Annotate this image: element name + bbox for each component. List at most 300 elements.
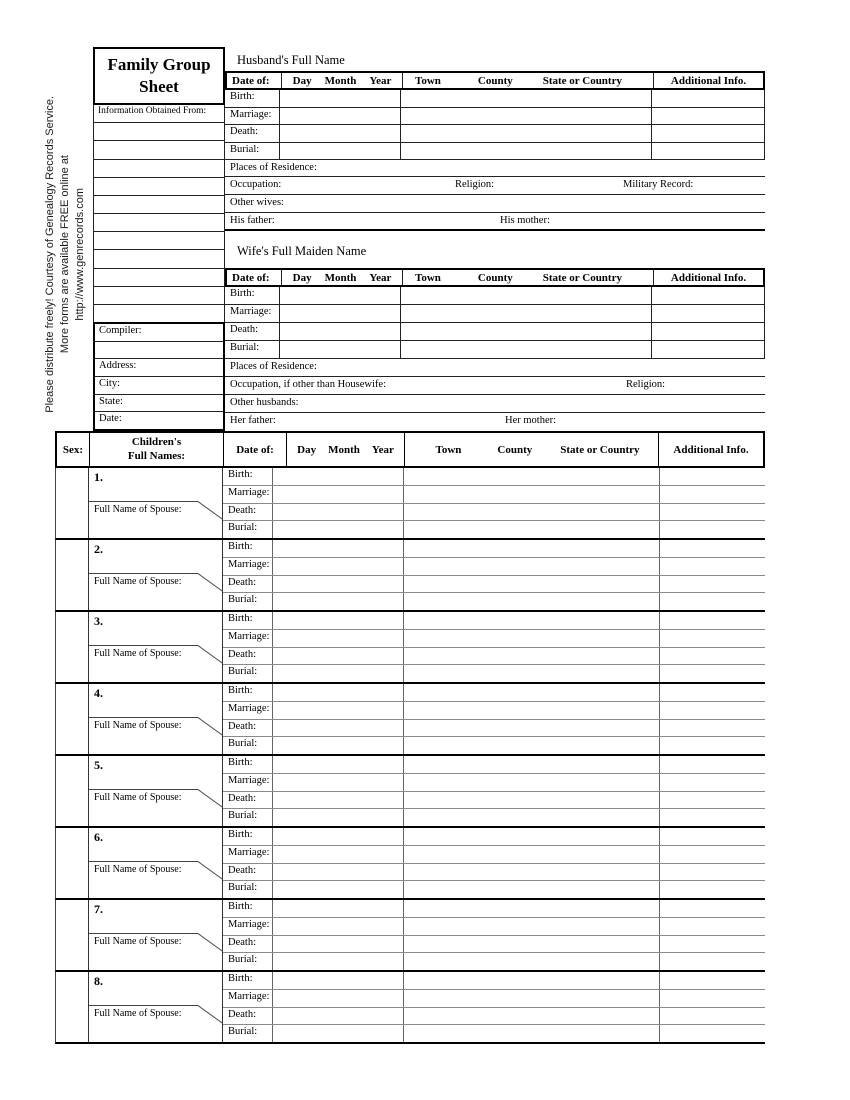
child-death-place-field[interactable] [404,576,660,593]
wife-death-additional-field[interactable] [652,323,765,340]
spouse-name-label: Full Name of Spouse: [94,1008,182,1019]
child-death-row [223,648,765,666]
child-sex-field[interactable] [56,900,89,970]
spouse-divider-diagonal [197,645,223,664]
child-death-date-field[interactable] [273,504,404,521]
child-birth-row [223,540,765,558]
spouse-divider-diagonal [197,933,223,952]
child-death-place-field[interactable] [404,504,660,521]
address-field[interactable] [95,359,223,377]
husband-parents-row[interactable] [225,213,765,231]
compiler-blank-line[interactable] [95,342,223,360]
child-marriage-additional-field[interactable] [660,702,765,719]
child-birth-date-field[interactable] [273,684,404,701]
child-birth-additional-field[interactable] [660,828,765,845]
child-marriage-date-field[interactable] [273,558,404,575]
spouse-divider-diagonal [197,717,223,736]
child-birth-place-field[interactable] [404,756,660,773]
sidebar-credit [38,84,92,424]
spouse-divider-diagonal [197,501,223,520]
child-marriage-date-field[interactable] [273,774,404,791]
wife-marriage-place-field[interactable] [401,305,652,322]
wife-burial-row [225,341,765,359]
marriage-label: Marriage: [223,702,273,719]
wife-parents-row[interactable] [225,413,765,431]
child-burial-place-field[interactable] [404,809,660,826]
wife-marriage-additional-field[interactable] [652,305,765,322]
child-marriage-additional-field[interactable] [660,918,765,935]
date-label: Date: [99,413,122,425]
child-birth-date-field[interactable] [273,540,404,557]
column-header-day-month-year [287,433,405,466]
child-death-place-field[interactable] [404,720,660,737]
child-birth-place-field[interactable] [404,540,660,557]
child-death-additional-field[interactable] [660,936,765,953]
wife-name-field[interactable] [366,244,765,262]
birth-label: Birth: [225,287,280,304]
child-entry [55,540,765,612]
wife-burial-additional-field[interactable] [652,341,765,358]
spouse-name-label: Full Name of Spouse: [94,576,182,587]
child-death-date-field[interactable] [273,792,404,809]
birth-label: Birth: [223,756,273,773]
child-birth-date-field[interactable] [273,612,404,629]
day-label: Day [292,74,312,87]
husband-marriage-date-field[interactable] [280,108,401,125]
year-label: Year [369,74,392,87]
husband-birth-date-field[interactable] [280,90,401,107]
death-label: Death: [223,720,273,737]
marriage-label: Marriage: [223,774,273,791]
wife-birth-additional-field[interactable] [652,287,765,304]
child-birth-place-field[interactable] [404,828,660,845]
child-sex-field[interactable] [56,612,89,682]
city-field[interactable] [95,377,223,395]
death-label: Death: [225,125,280,142]
state-or-country-label: State or Country [560,443,640,456]
column-header-additional-info: Additional Info. [670,74,747,87]
child-burial-place-field[interactable] [404,953,660,970]
info-source-blank-line[interactable] [94,123,224,141]
info-source-blank-line[interactable] [94,160,224,178]
spouse-divider-line [89,861,198,862]
child-burial-row [223,593,765,610]
her-mother-label: Her mother: [505,415,557,426]
child-sex-field[interactable] [56,756,89,826]
wife-date-rows [225,287,765,359]
child-birth-row [223,684,765,702]
credit-line-2: More forms are available FREE online at [59,154,71,354]
town-label: Town [415,74,441,87]
death-label: Death: [223,936,273,953]
child-burial-additional-field[interactable] [660,953,765,970]
wife-burial-place-field[interactable] [401,341,652,358]
child-birth-row [223,972,765,990]
child-birth-place-field[interactable] [404,900,660,917]
info-obtained-label: Information Obtained From: [98,106,207,116]
child-death-date-field[interactable] [273,720,404,737]
places-of-residence-label: Places of Residence: [230,361,317,372]
death-label: Death: [223,648,273,665]
wife-table-header [225,268,765,287]
husband-section-title [225,50,765,71]
child-entry [55,684,765,756]
child-number: 2. [94,542,103,556]
child-death-additional-field[interactable] [660,1008,765,1025]
child-marriage-additional-field[interactable] [660,774,765,791]
spouse-divider-line [89,717,198,718]
county-label: County [477,74,513,87]
child-burial-place-field[interactable] [404,737,660,754]
child-birth-additional-field[interactable] [660,684,765,701]
marriage-label: Marriage: [223,918,273,935]
religion-label: Religion: [455,179,495,190]
child-burial-place-field[interactable] [404,1025,660,1042]
his-father-label: His father: [230,215,275,226]
child-death-place-field[interactable] [404,648,660,665]
burial-label: Burial: [225,341,280,358]
spouse-divider-line [89,645,198,646]
husband-burial-date-field[interactable] [280,143,401,160]
child-burial-date-field[interactable] [273,593,404,610]
child-marriage-date-field[interactable] [273,486,404,503]
birth-label: Birth: [223,612,273,629]
religion-label: Religion: [626,379,666,390]
child-name-field[interactable] [89,684,223,754]
info-source-blank-line[interactable] [94,214,224,232]
child-marriage-place-field[interactable] [404,486,660,503]
column-header-place [403,73,654,88]
credit-url: http://www.genrecords.com [74,187,86,321]
child-marriage-date-field[interactable] [273,630,404,647]
child-name-field[interactable] [89,540,223,610]
child-birth-place-field[interactable] [404,612,660,629]
husband-death-date-field[interactable] [280,125,401,142]
child-name-field[interactable] [89,612,223,682]
child-marriage-place-field[interactable] [404,702,660,719]
death-label: Death: [223,576,273,593]
other-husbands-label: Other husbands: [230,397,299,408]
child-death-date-field[interactable] [273,648,404,665]
address-label: Address: [99,360,137,372]
husband-marriage-additional-field[interactable] [652,108,765,125]
child-burial-date-field[interactable] [273,521,404,538]
child-burial-additional-field[interactable] [660,1025,765,1042]
spouse-divider-line [89,789,198,790]
child-death-additional-field[interactable] [660,864,765,881]
wife-burial-date-field[interactable] [280,341,401,358]
child-entry [55,828,765,900]
child-burial-additional-field[interactable] [660,665,765,682]
child-burial-row [223,665,765,682]
husband-name-field[interactable] [345,53,765,71]
state-or-country-label: State or Country [542,74,622,87]
child-birth-additional-field[interactable] [660,468,765,485]
child-name-field[interactable] [89,756,223,826]
compiler-panel [93,322,225,431]
child-birth-date-field[interactable] [273,828,404,845]
child-burial-row [223,1025,765,1042]
child-marriage-row [223,486,765,504]
child-date-rows [223,828,765,898]
child-marriage-additional-field[interactable] [660,630,765,647]
burial-label: Burial: [223,593,273,610]
column-header-date-of: Date of: [224,433,287,466]
child-marriage-date-field[interactable] [273,990,404,1007]
husband-birth-place-field[interactable] [401,90,652,107]
burial-label: Burial: [223,881,273,898]
info-source-blank-line[interactable] [94,232,224,250]
burial-label: Burial: [223,809,273,826]
other-wives-label: Other wives: [230,197,284,208]
husband-marriage-place-field[interactable] [401,108,652,125]
child-birth-date-field[interactable] [273,972,404,989]
husband-burial-additional-field[interactable] [652,143,765,160]
child-burial-date-field[interactable] [273,1025,404,1042]
child-burial-additional-field[interactable] [660,737,765,754]
birth-label: Birth: [225,90,280,107]
child-birth-date-field[interactable] [273,900,404,917]
child-burial-row [223,737,765,754]
child-death-place-field[interactable] [404,864,660,881]
column-header-day-month-year [282,270,403,285]
marriage-label: Marriage: [223,486,273,503]
death-label: Death: [223,864,273,881]
child-sex-field[interactable] [56,468,89,538]
child-marriage-place-field[interactable] [404,630,660,647]
child-marriage-place-field[interactable] [404,990,660,1007]
child-death-row [223,576,765,594]
child-name-field[interactable] [89,468,223,538]
compiler-label: Compiler: [99,325,142,336]
child-burial-place-field[interactable] [404,593,660,610]
burial-label: Burial: [223,737,273,754]
husband-marriage-row [225,108,765,126]
child-birth-place-field[interactable] [404,468,660,485]
child-number: 6. [94,830,103,844]
spouse-divider-diagonal [197,861,223,880]
child-number: 1. [94,470,103,484]
child-burial-date-field[interactable] [273,665,404,682]
child-birth-row [223,828,765,846]
child-birth-date-field[interactable] [273,468,404,485]
town-label: Town [435,443,462,456]
spouse-name-label: Full Name of Spouse: [94,792,182,803]
child-name-field[interactable] [89,900,223,970]
husband-date-rows [225,90,765,160]
child-marriage-additional-field[interactable] [660,486,765,503]
death-label: Death: [223,504,273,521]
info-obtained-label-row [94,105,224,123]
child-death-date-field[interactable] [273,1008,404,1025]
husband-table-header [225,71,765,90]
child-marriage-additional-field[interactable] [660,558,765,575]
info-source-blank-line[interactable] [94,250,224,268]
child-sex-field[interactable] [56,828,89,898]
child-death-row [223,720,765,738]
child-death-date-field[interactable] [273,576,404,593]
wife-marriage-row [225,305,765,323]
column-header-place [405,433,659,466]
child-burial-additional-field[interactable] [660,881,765,898]
child-burial-date-field[interactable] [273,953,404,970]
child-death-date-field[interactable] [273,936,404,953]
child-birth-additional-field[interactable] [660,612,765,629]
wife-occupation-row[interactable] [225,377,765,395]
child-birth-additional-field[interactable] [660,972,765,989]
wife-section-title [225,241,765,262]
child-birth-place-field[interactable] [404,972,660,989]
child-sex-field[interactable] [56,540,89,610]
child-marriage-row [223,918,765,936]
info-source-blank-line[interactable] [94,178,224,196]
child-marriage-date-field[interactable] [273,702,404,719]
child-birth-place-field[interactable] [404,684,660,701]
child-burial-place-field[interactable] [404,521,660,538]
year-label: Year [371,443,394,456]
info-source-blank-line[interactable] [94,305,224,322]
year-label: Year [369,271,392,284]
birth-label: Birth: [223,972,273,989]
child-name-field[interactable] [89,972,223,1042]
date-field[interactable] [95,412,223,429]
child-marriage-place-field[interactable] [404,558,660,575]
wife-other-husbands-field[interactable] [225,395,765,413]
husband-burial-place-field[interactable] [401,143,652,160]
spouse-divider-diagonal [197,573,223,592]
info-source-blank-line[interactable] [94,287,224,305]
child-date-rows [223,756,765,826]
child-entry [55,612,765,684]
husband-death-row [225,125,765,143]
child-burial-place-field[interactable] [404,881,660,898]
burial-label: Burial: [223,521,273,538]
birth-label: Birth: [223,684,273,701]
child-marriage-place-field[interactable] [404,846,660,863]
child-marriage-place-field[interactable] [404,774,660,791]
husband-birth-additional-field[interactable] [652,90,765,107]
marriage-label: Marriage: [223,846,273,863]
child-burial-date-field[interactable] [273,737,404,754]
child-marriage-place-field[interactable] [404,918,660,935]
husband-occupation-row[interactable] [225,177,765,195]
info-source-blank-line[interactable] [94,141,224,159]
wife-birth-date-field[interactable] [280,287,401,304]
child-death-additional-field[interactable] [660,648,765,665]
child-name-field[interactable] [89,828,223,898]
child-date-rows [223,468,765,538]
husband-death-place-field[interactable] [401,125,652,142]
day-label: Day [297,443,317,456]
child-death-row [223,864,765,882]
wife-marriage-date-field[interactable] [280,305,401,322]
burial-label: Burial: [223,1025,273,1042]
husband-places-of-residence-field[interactable] [225,160,765,177]
child-marriage-date-field[interactable] [273,918,404,935]
child-death-additional-field[interactable] [660,576,765,593]
column-header-place [403,270,654,285]
info-source-blank-line[interactable] [94,196,224,214]
spouse-divider-diagonal [197,1005,223,1024]
wife-death-date-field[interactable] [280,323,401,340]
child-sex-field[interactable] [56,972,89,1042]
town-label: Town [415,271,441,284]
child-birth-additional-field[interactable] [660,540,765,557]
child-death-row [223,1008,765,1026]
child-marriage-date-field[interactable] [273,846,404,863]
child-death-date-field[interactable] [273,864,404,881]
child-burial-additional-field[interactable] [660,593,765,610]
her-father-label: Her father: [230,415,276,426]
child-burial-additional-field[interactable] [660,521,765,538]
child-burial-additional-field[interactable] [660,809,765,826]
death-label: Death: [223,1008,273,1025]
child-entry [55,756,765,828]
wife-death-row [225,323,765,341]
child-burial-row [223,953,765,970]
child-death-place-field[interactable] [404,936,660,953]
spouse-divider-line [89,573,198,574]
child-number: 7. [94,902,103,916]
death-label: Death: [225,323,280,340]
child-burial-date-field[interactable] [273,809,404,826]
wife-title-label: Wife's Full Maiden Name [237,244,367,258]
child-death-additional-field[interactable] [660,504,765,521]
spouse-divider-diagonal [197,789,223,808]
husband-death-additional-field[interactable] [652,125,765,142]
child-birth-date-field[interactable] [273,756,404,773]
death-label: Death: [223,792,273,809]
spouse-name-label: Full Name of Spouse: [94,936,182,947]
wife-death-place-field[interactable] [401,323,652,340]
wife-places-of-residence-field[interactable] [225,359,765,377]
wife-birth-row [225,287,765,305]
child-birth-additional-field[interactable] [660,756,765,773]
child-burial-place-field[interactable] [404,665,660,682]
info-source-blank-line[interactable] [94,269,224,287]
child-sex-field[interactable] [56,684,89,754]
child-birth-additional-field[interactable] [660,900,765,917]
husband-other-wives-field[interactable] [225,195,765,213]
child-marriage-additional-field[interactable] [660,990,765,1007]
child-number: 5. [94,758,103,772]
child-burial-date-field[interactable] [273,881,404,898]
column-header-date-of: Date of: [227,73,282,88]
child-marriage-row [223,846,765,864]
child-death-place-field[interactable] [404,1008,660,1025]
state-field[interactable] [95,395,223,413]
wife-birth-place-field[interactable] [401,287,652,304]
child-birth-row [223,900,765,918]
child-death-additional-field[interactable] [660,720,765,737]
child-death-place-field[interactable] [404,792,660,809]
marriage-label: Marriage: [225,305,280,322]
child-death-row [223,936,765,954]
child-marriage-row [223,558,765,576]
burial-label: Burial: [225,143,280,160]
child-marriage-additional-field[interactable] [660,846,765,863]
child-entry [55,972,765,1044]
month-label: Month [324,271,357,284]
compiler-field[interactable] [95,324,223,342]
credit-line-1: Please distribute freely! Courtesy of Genealogy Records Service. [44,95,56,413]
child-date-rows [223,900,765,970]
child-entry [55,468,765,540]
column-header-day-month-year [282,73,403,88]
child-death-additional-field[interactable] [660,792,765,809]
column-header-sex: Sex: [57,433,90,466]
city-label: City: [99,378,121,390]
